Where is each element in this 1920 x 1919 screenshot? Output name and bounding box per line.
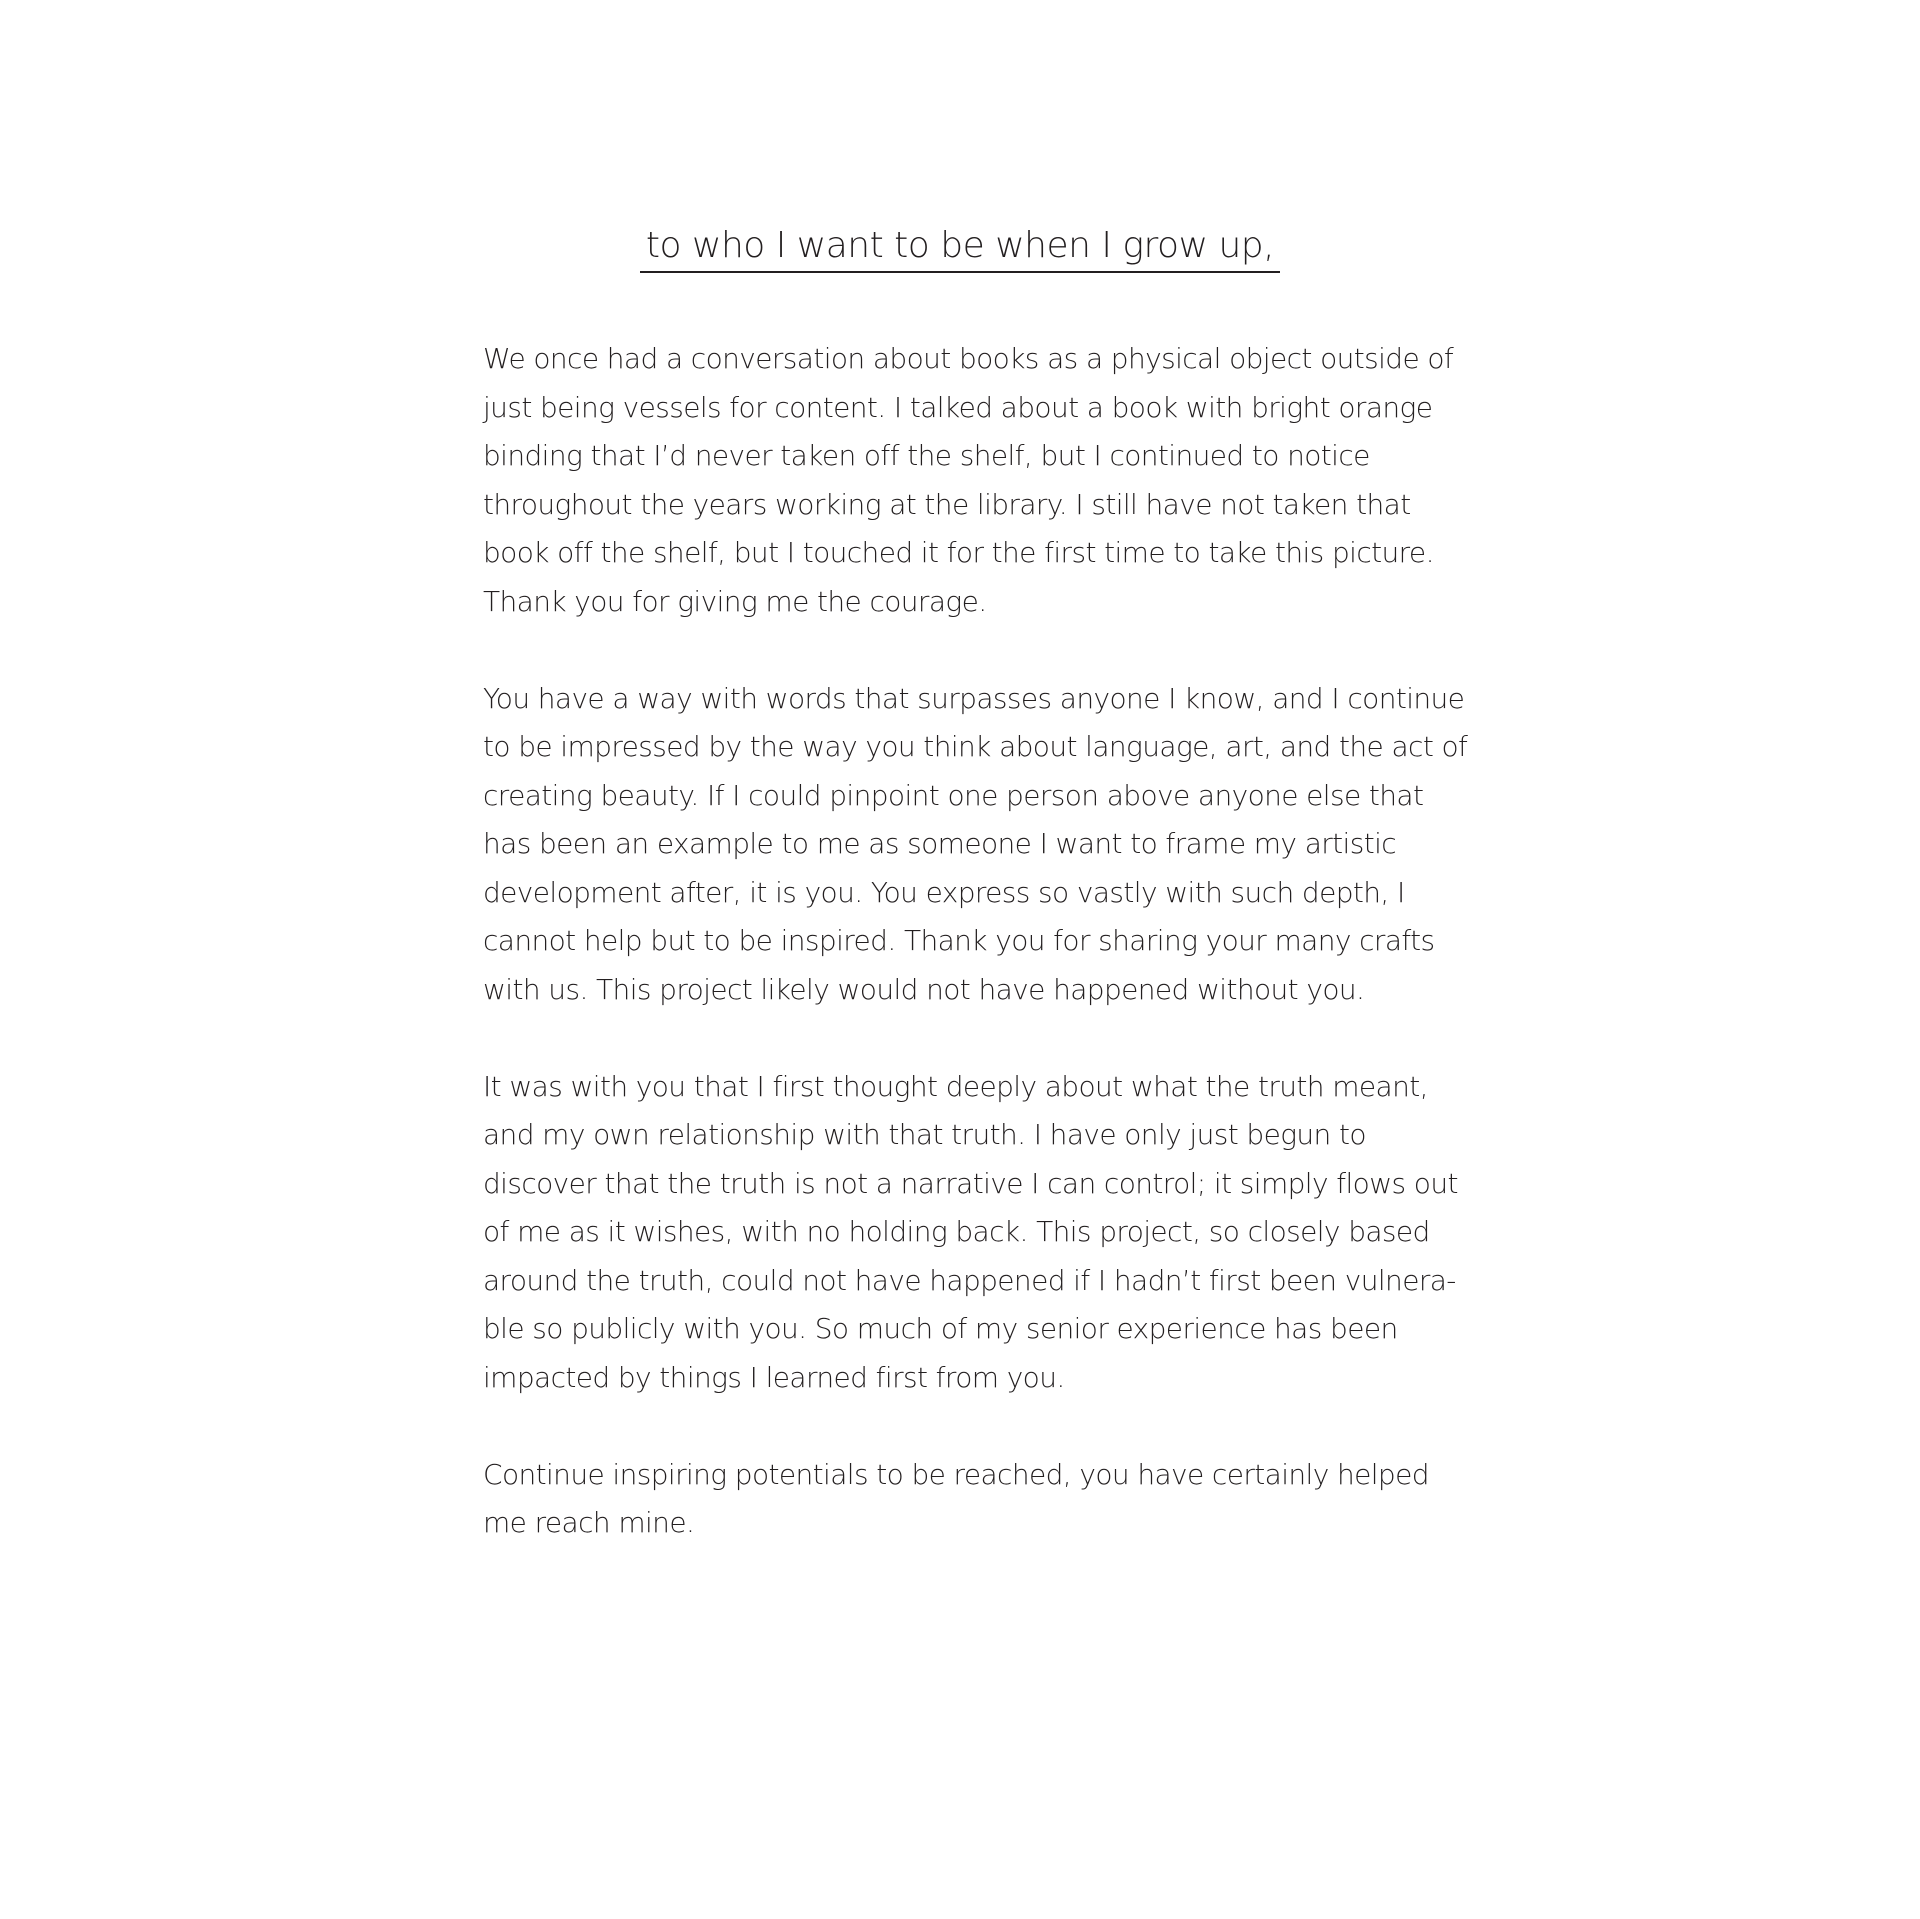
text-line: of me as it wishes, with no holding back. This project, so closely based (483, 1215, 1430, 1248)
text-line: and my own relationship with that truth. I have only just begun to (483, 1118, 1366, 1151)
text-line: around the truth, could not have happened if I hadn’t first been vulnera- (483, 1263, 1456, 1297)
text-line: development after, it is you. You express so vastly with such depth, I (483, 875, 1405, 909)
text-line: binding that I’d never taken off the shelf, but I continued to notice (483, 439, 1370, 472)
letter-body (483, 335, 1468, 1596)
text-line: throughout the years working at the library. I still have not taken that (483, 487, 1411, 521)
text-line: cannot help but to be inspired. Thank you for sharing your many crafts (483, 924, 1435, 957)
text-line: to be impressed by the way you think about language, art, and the act of (483, 730, 1468, 763)
text-line: We once had a conversation about books as a physical object outside of (483, 342, 1454, 375)
text-line: me reach mine. (483, 1506, 695, 1539)
letter-title: to who I want to be when I grow up, (640, 222, 1280, 273)
paragraph (483, 675, 1468, 1015)
text-line: has been an example to me as someone I want to frame my artistic (483, 827, 1397, 860)
text-line: creating beauty. If I could pinpoint one person above anyone else that (483, 778, 1424, 812)
text-line: impacted by things I learned first from you. (483, 1360, 1065, 1394)
paragraph (483, 1451, 1453, 1548)
text-line: You have a way with words that surpasses anyone I know, and I continue (483, 681, 1465, 715)
text-line: Continue inspiring potentials to be reached, you have certainly helped (483, 1457, 1429, 1491)
paragraph (483, 1063, 1458, 1403)
title-container (0, 222, 1920, 273)
text-line: with us. This project likely would not have happened without you. (483, 972, 1365, 1006)
text-line: book off the shelf, but I touched it for the first time to take this picture. (483, 536, 1434, 569)
text-line: Thank you for giving me the courage. (483, 584, 987, 618)
text-line: just being vessels for content. I talked about a book with bright orange (483, 390, 1433, 424)
paragraph (483, 335, 1453, 626)
text-line: discover that the truth is not a narrative I can control; it simply flows out (483, 1166, 1458, 1200)
text-line: It was with you that I first thought deeply about what the truth meant, (483, 1069, 1428, 1103)
text-line: ble so publicly with you. So much of my senior experience has been (483, 1312, 1398, 1345)
